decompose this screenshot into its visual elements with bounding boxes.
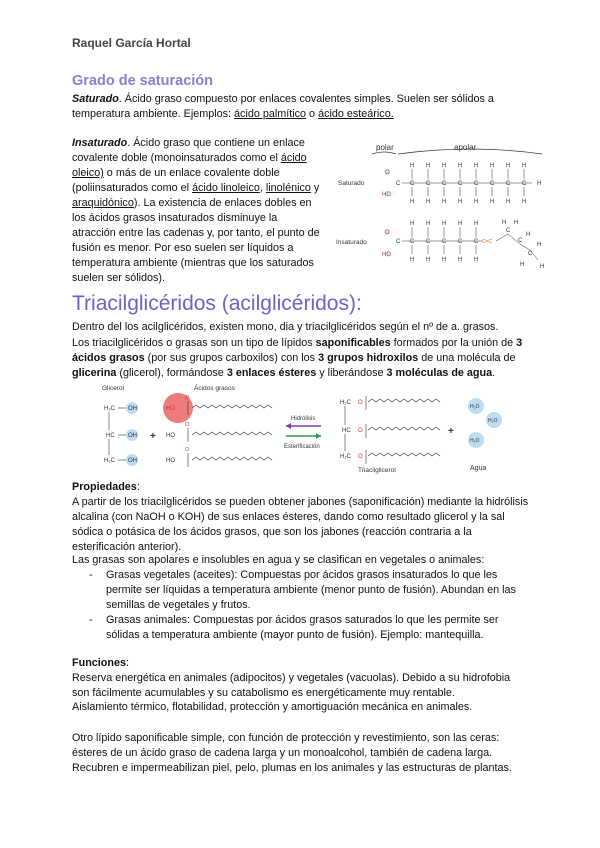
- svg-text:H: H: [410, 199, 415, 205]
- svg-text:H: H: [540, 264, 545, 270]
- hydrolysis-label: Hidrólisis: [291, 416, 316, 422]
- svg-text:H: H: [426, 199, 431, 205]
- properties-title: Propiedades: [72, 481, 137, 493]
- esterification-label: Esterificación: [284, 444, 320, 450]
- saturated-paragraph: [72, 92, 532, 122]
- fat-types-list: [72, 568, 530, 643]
- svg-text:C: C: [518, 238, 523, 244]
- plus-sign-2: +: [448, 426, 454, 437]
- saturated-text: . Ácido graso compuesto por enlaces covalentes simples. Suelen ser sólidos a temperatura ambiente. Ejemplos:: [72, 93, 494, 120]
- svg-text:H: H: [426, 257, 431, 263]
- def-5: (por sus grupos carboxilos) con los: [144, 352, 319, 364]
- svg-text:H: H: [490, 199, 495, 205]
- reaction-diagram: [96, 382, 506, 474]
- water-label: Agua: [470, 465, 487, 472]
- svg-text:H: H: [442, 199, 447, 205]
- properties-heading: [72, 480, 532, 495]
- svg-text:O: O: [185, 447, 190, 453]
- unsaturated-text-1: . Ácido graso que contiene un enlace covalente doble (monoinsaturados como el: [72, 137, 305, 164]
- svg-text:H: H: [474, 199, 479, 205]
- svg-text:H: H: [526, 232, 531, 238]
- example-oleic: ácido oleico): [72, 152, 307, 179]
- svg-text:C=C: C=C: [482, 239, 493, 245]
- svg-text:H: H: [474, 163, 479, 169]
- list-item: - Grasas vegetales (aceites): Compuestas por ácidos grasos insaturados lo que les permite ser líquidas a temperatura ambiente (menor punto de fusión). Abundan en las semillas de vegetales y frutos.: [72, 568, 530, 613]
- svg-text:H: H: [474, 221, 479, 227]
- properties-colon: :: [136, 481, 140, 493]
- def-6: 3 grupos hidroxilos: [318, 352, 419, 364]
- def-11: y liberándose: [316, 367, 387, 379]
- fatty-acid-diagram: [332, 138, 552, 278]
- functions-paragraph-1: Reserva energética en animales (adipocitos) y vegetales (vacuolas). Debido a su hidrofobia son fácilmente acumulables y su catabolismo es energéticamente muy rentable.: [72, 672, 511, 699]
- unsaturated-text-2: o más de un enlace covalente doble (poliinsaturados como el: [72, 167, 280, 194]
- row-label-saturated: Saturado: [338, 180, 365, 187]
- connector: o: [306, 108, 319, 120]
- water-2: H₂O: [488, 418, 498, 424]
- functions-heading: [72, 656, 532, 671]
- apolar-label: apolar: [454, 143, 477, 152]
- svg-text:C: C: [396, 181, 401, 187]
- svg-text:H: H: [442, 163, 447, 169]
- glycerol-hc: HC: [106, 433, 115, 439]
- svg-text:H: H: [458, 163, 463, 169]
- triacylglycerol-hc: HC: [342, 428, 351, 434]
- def-9: (glicerol), formándose: [116, 367, 227, 379]
- fatty-acids-label: Ácidos grasos: [194, 385, 235, 392]
- example-linolenic: linolénico: [265, 182, 311, 194]
- glycerol-oh-1: OH: [128, 406, 137, 412]
- svg-text:H: H: [520, 262, 525, 268]
- def-2: saponificables: [315, 337, 391, 349]
- triacylglycerol-h2c-top: H₂C: [340, 400, 351, 406]
- svg-text:O: O: [185, 395, 190, 401]
- svg-text:H: H: [474, 257, 479, 263]
- svg-text:C: C: [458, 239, 463, 245]
- svg-text:C: C: [410, 239, 415, 245]
- svg-text:H: H: [537, 242, 542, 248]
- plus-sign-1: +: [150, 431, 156, 442]
- svg-text:H: H: [410, 163, 415, 169]
- svg-text:H: H: [506, 163, 511, 169]
- svg-text:H: H: [442, 257, 447, 263]
- svg-text:H: H: [514, 220, 519, 226]
- unsaturated-text-4: y: [310, 182, 320, 194]
- glycerol-h2c-bottom: H₂C: [104, 458, 115, 464]
- waxes-paragraph: Otro lípido saponificable simple, con función de protección y revestimiento, son las ceras: ésteres de un ácido graso de cadena larga y un monoalcohol, también de cadena larga. Recubren e impermeabilizan piel, pelo, plumas en los animales y las estructuras de plantas.: [72, 732, 512, 774]
- glycerol-oh-2: OH: [128, 433, 137, 439]
- svg-text:C: C: [426, 239, 431, 245]
- unsaturated-term: Insaturado: [72, 137, 128, 149]
- example-stearic: ácido esteárico.: [318, 108, 394, 120]
- triacylglycerol-h2c-bottom: H₂C: [340, 454, 351, 460]
- polar-label: polar: [376, 143, 394, 152]
- svg-text:H: H: [458, 221, 463, 227]
- unsaturated-text-5: ). La existencia de enlaces dobles en los ácidos grasos insaturados disminuye la atracción entre las cadenas y, por tanto, el punto de fusión es menor. Por eso suelen ser líquidos a temperatura ambiente (mientras que los saturados suelen ser sólidos).: [72, 197, 320, 284]
- svg-text:H: H: [426, 163, 431, 169]
- svg-text:O: O: [385, 230, 390, 236]
- svg-text:C: C: [458, 181, 463, 187]
- example-palmitic: ácido palmítico: [234, 108, 307, 120]
- svg-text:HO: HO: [382, 192, 391, 198]
- glicerol-label: Glicerol: [102, 385, 125, 392]
- svg-text:O: O: [358, 454, 363, 460]
- svg-text:C: C: [474, 181, 479, 187]
- svg-text:C: C: [522, 181, 527, 187]
- properties-paragraph-1: A partir de los triacilglicéridos se pueden obtener jabones (saponificación) mediante la hidrólisis alcalina (con NaOH o KOH) de sus enlaces ésteres, dando como resultado glicerol y la sal sódica o potásica de los ácidos grasos, que son los jabones (reacción contraria a la esterificación anterior).: [72, 496, 529, 553]
- triacylglycerol-label: Triacilglicerol: [358, 467, 396, 474]
- svg-text:H: H: [458, 199, 463, 205]
- example-linoleic: ácido linoleico: [192, 182, 260, 194]
- svg-text:H: H: [458, 257, 463, 263]
- functions-colon: :: [126, 657, 129, 669]
- svg-text:H: H: [426, 221, 431, 227]
- water-molecules: [468, 398, 502, 448]
- svg-text:O: O: [185, 422, 190, 428]
- functions-title: Funciones: [72, 657, 126, 669]
- svg-text:C: C: [528, 251, 533, 257]
- svg-text:O: O: [358, 400, 363, 406]
- author-name: Raquel García Hortal: [72, 36, 191, 50]
- unsaturated-text-3: ,: [259, 182, 266, 194]
- fatty-acid-chains: [188, 401, 272, 467]
- saturated-chain: [382, 163, 541, 205]
- saturated-term: Saturado: [72, 93, 119, 105]
- unsaturated-chain: [382, 220, 544, 270]
- row-label-unsaturated: Insaturado: [336, 239, 367, 246]
- svg-text:C: C: [490, 181, 495, 187]
- svg-text:HO: HO: [166, 433, 175, 439]
- svg-text:C: C: [506, 228, 511, 234]
- example-arachidonic: araquidónico: [72, 197, 134, 209]
- svg-text:H: H: [490, 163, 495, 169]
- svg-text:H: H: [410, 257, 415, 263]
- list-item: - Grasas animales: Compuestas por ácidos grasos saturados lo que les permite ser sólidas a temperatura ambiente (mayor punto de fusión). Ejemplo: mantequilla.: [72, 613, 530, 643]
- def-4: 3 ácidos grasos: [72, 337, 523, 364]
- def-12: 3 moléculas de agua: [386, 367, 493, 379]
- svg-text:H: H: [410, 221, 415, 227]
- svg-text:HO: HO: [382, 252, 391, 258]
- svg-text:H: H: [537, 181, 542, 187]
- svg-text:C: C: [442, 181, 447, 187]
- triacylglycerol-molecule: [340, 396, 440, 464]
- unsaturated-paragraph: [72, 136, 322, 286]
- section-title-saturation: Grado de saturación: [72, 73, 214, 89]
- glycerol-oh-3: OH: [128, 458, 137, 464]
- svg-text:H: H: [506, 199, 511, 205]
- properties-paragraph-2: Las grasas son apolares e insolubles en agua y se clasifican en vegetales o animales:: [72, 554, 485, 566]
- svg-text:H: H: [522, 199, 527, 205]
- svg-text:C: C: [410, 181, 415, 187]
- svg-text:C: C: [506, 181, 511, 187]
- svg-text:C: C: [474, 239, 479, 245]
- triacyl-definition: [72, 336, 530, 381]
- water-3: H₂O: [470, 438, 480, 444]
- def-7: de una molécula de: [418, 352, 516, 364]
- svg-text:C: C: [396, 239, 401, 245]
- section-title-triacylglycerides: Triacilglicéridos (acilglicéridos):: [72, 292, 362, 315]
- functions-paragraph-2: Aislamiento térmico, flotabilidad, protección y amortiguación mecánica en animales.: [72, 701, 473, 713]
- svg-text:O: O: [358, 428, 363, 434]
- svg-text:C: C: [442, 239, 447, 245]
- def-1: Los triacilglicéridos o grasas son un tipo de lípidos: [72, 337, 316, 349]
- svg-text:H: H: [502, 220, 507, 226]
- glycerol-h2c-top: H₂C: [104, 406, 115, 412]
- water-1: H₂O: [470, 404, 480, 410]
- svg-text:C: C: [426, 181, 431, 187]
- def-8: glicerina: [72, 367, 117, 379]
- triacyl-intro: Dentro del los acilglicéridos, existen mono, dia y triacilglicéridos según el nº de a. grasos.: [72, 321, 499, 333]
- svg-text:H: H: [522, 163, 527, 169]
- svg-text:HO: HO: [166, 406, 175, 412]
- def-13: .: [492, 367, 496, 379]
- def-3: formados por la unión de: [390, 337, 517, 349]
- svg-text:O: O: [385, 170, 390, 176]
- svg-text:HO: HO: [166, 458, 175, 464]
- def-10: 3 enlaces ésteres: [226, 367, 317, 379]
- glycerol-molecule: [104, 402, 138, 466]
- svg-text:H: H: [442, 221, 447, 227]
